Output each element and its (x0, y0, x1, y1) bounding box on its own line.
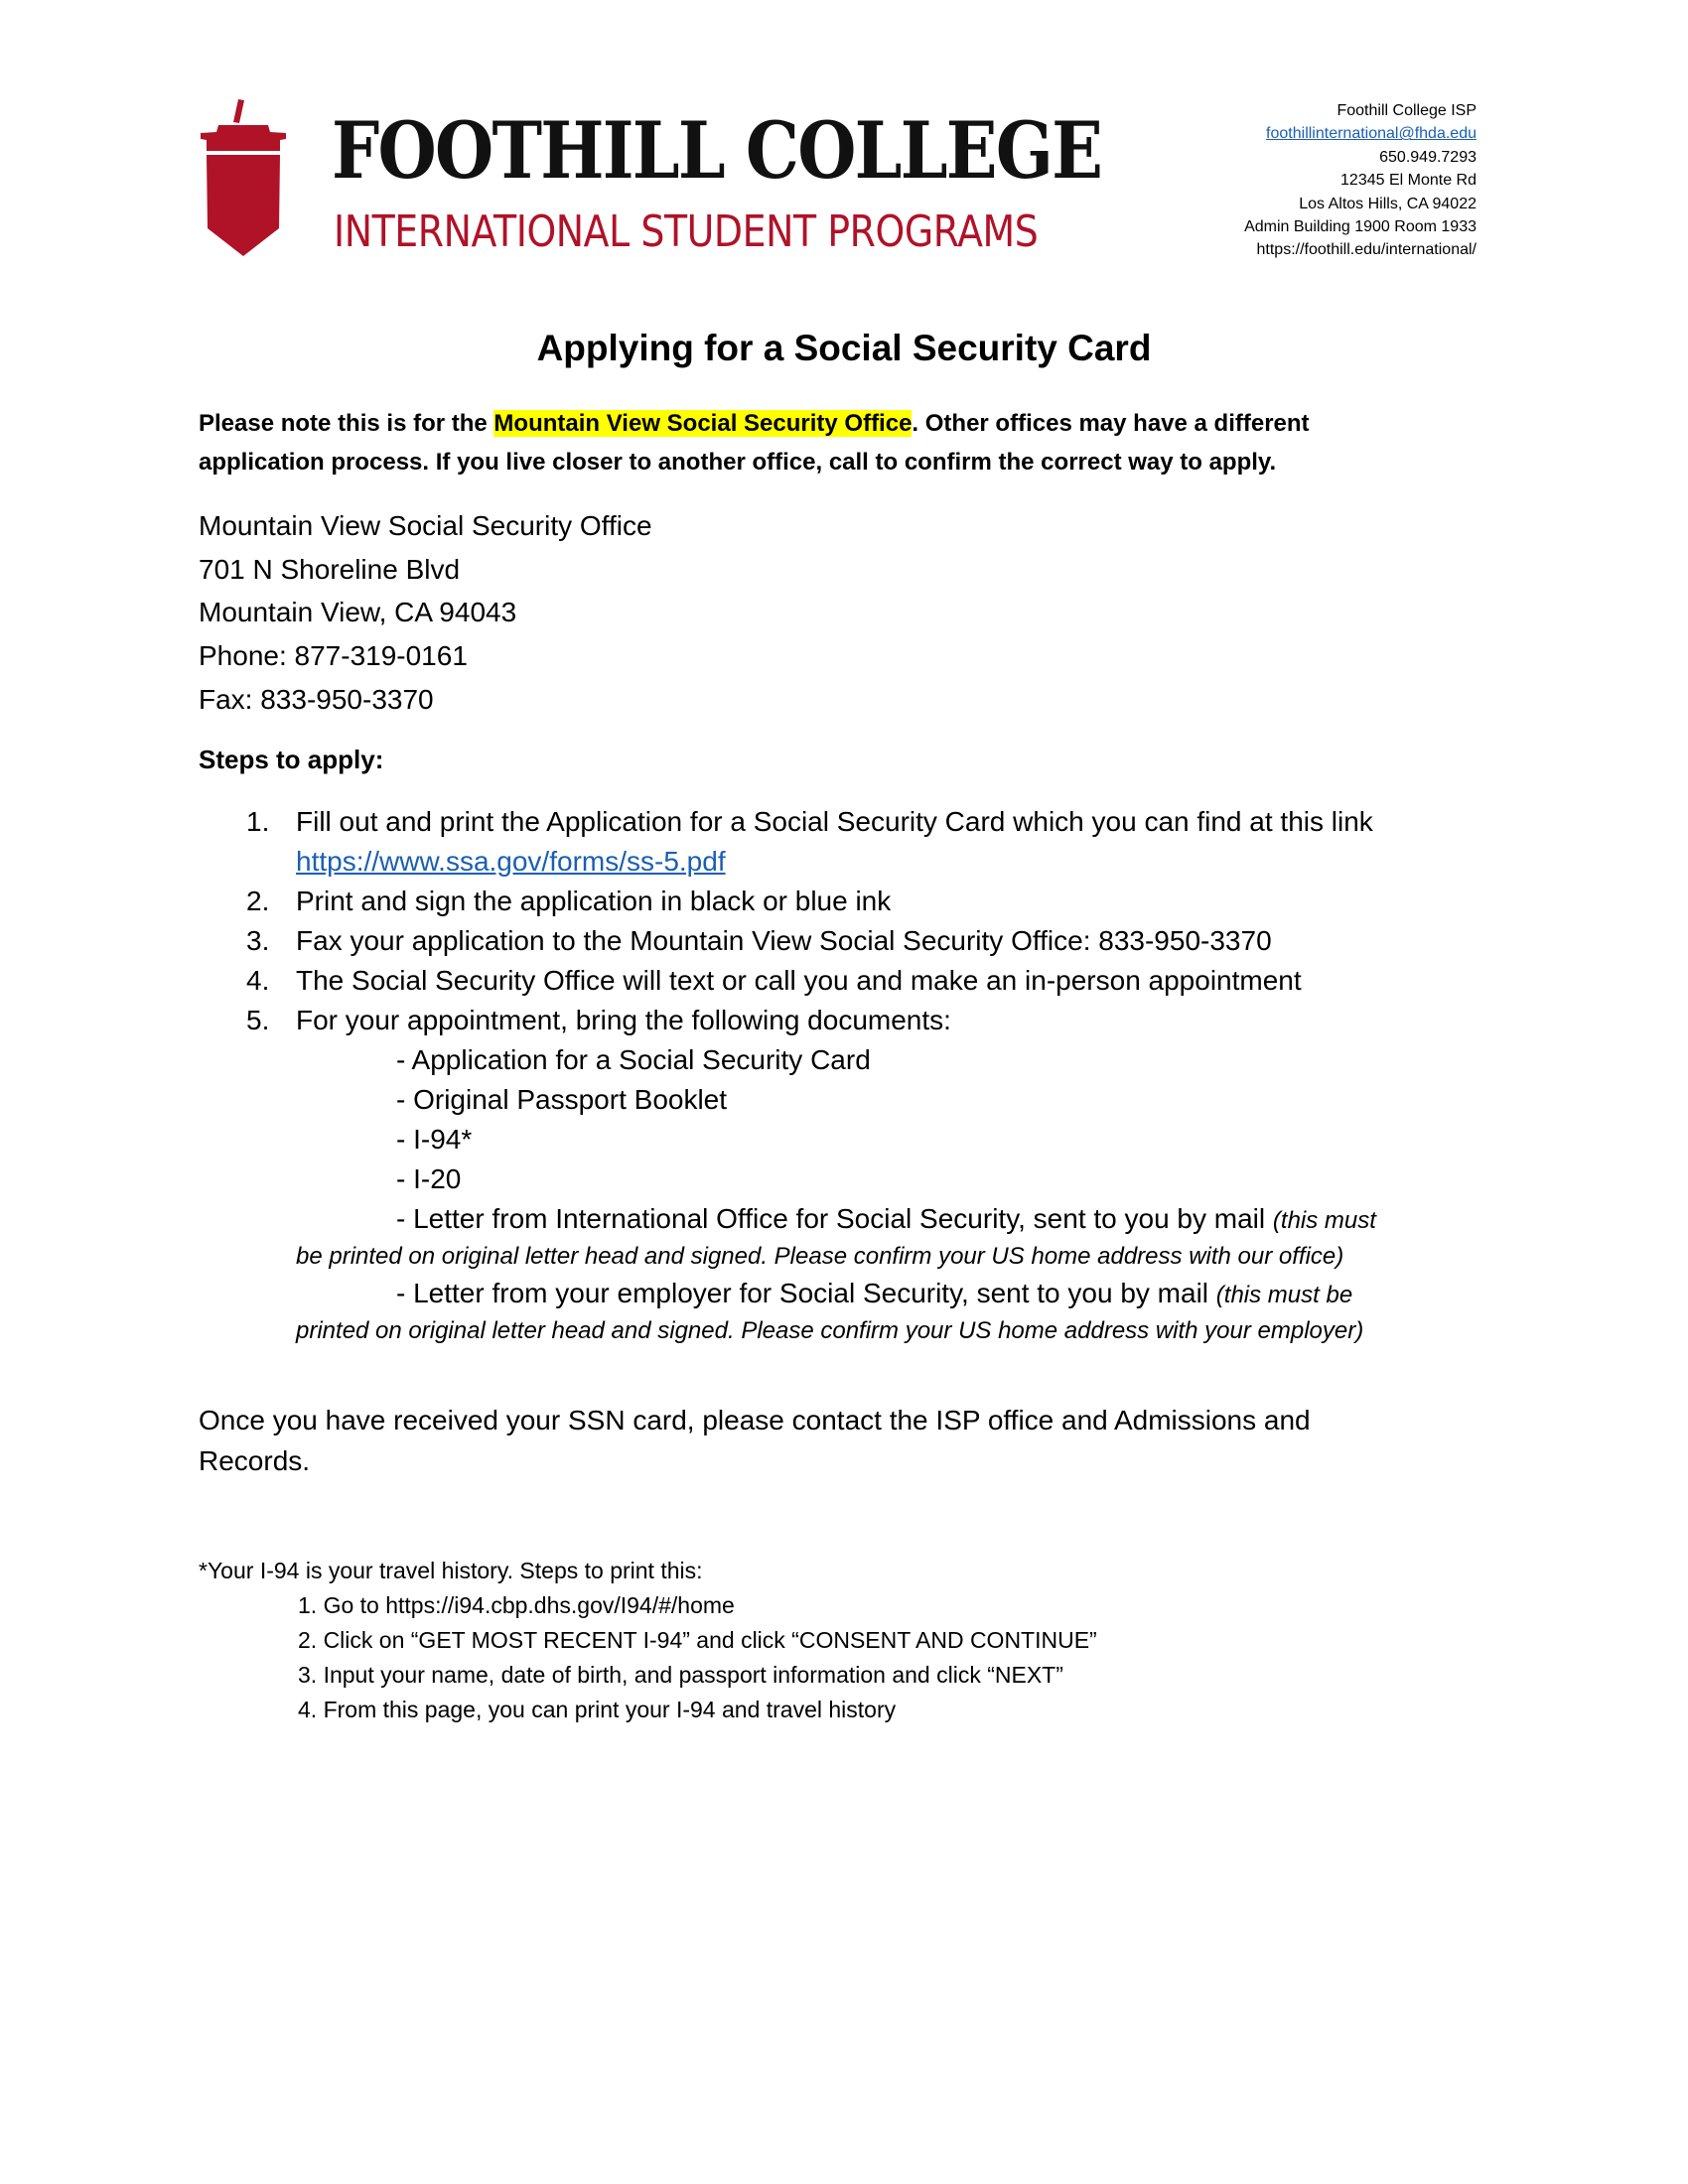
document-item: - Application for a Social Security Card (396, 1044, 871, 1075)
document-item: - I-94* (396, 1124, 473, 1155)
step-number: 4. (246, 965, 270, 996)
step-text: Print and sign the application in black or blue ink (296, 886, 892, 916)
contact-website: https://foothill.edu/international/ (1256, 241, 1477, 259)
office-name: Mountain View Social Security Office (199, 510, 652, 541)
contact-email-link[interactable]: foothillinternational@fhda.edu (1266, 125, 1477, 143)
office-city: Mountain View, CA 94043 (199, 597, 517, 628)
closing-line1: Once you have received your SSN card, please contact the ISP office and Admissions and (199, 1405, 1311, 1435)
step-text: Fax your application to the Mountain View Social Security Office: 833-950-3370 (296, 925, 1272, 956)
steps-heading: Steps to apply: (199, 745, 384, 774)
step-number: 2. (246, 886, 270, 916)
contact-phone: 650.949.7293 (1379, 148, 1477, 166)
note-prefix: Please note this is for the (199, 410, 494, 437)
office-street: 701 N Shoreline Blvd (199, 553, 461, 585)
document-note: (this must be (1215, 1282, 1353, 1308)
document-item (396, 1278, 1352, 1309)
document-note-wrap: be printed on original letter head and signed. Please confirm your US home address with our office) (296, 1243, 1344, 1270)
page-title: Applying for a Social Security Card (536, 328, 1152, 368)
contact-street: 12345 El Monte Rd (1340, 172, 1477, 190)
step-text: The Social Security Office will text or call you and make an in-person appointment (296, 965, 1302, 996)
footnote-step: 2. Click on “GET MOST RECENT I-94” and click “CONSENT AND CONTINUE” (298, 1627, 1097, 1653)
step-number: 3. (246, 925, 270, 956)
footnote-step: 1. Go to https://i94.cbp.dhs.gov/I94/#/home (298, 1592, 735, 1618)
contact-room: Admin Building 1900 Room 1933 (1244, 218, 1477, 236)
note-line2: application process. If you live closer to another office, call to confirm the correct way to apply. (199, 449, 1277, 476)
ss5-form-link[interactable]: https://www.ssa.gov/forms/ss-5.pdf (296, 846, 726, 877)
document-item: - Original Passport Booklet (396, 1084, 728, 1115)
footnote-step: 3. Input your name, date of birth, and passport information and click “NEXT” (298, 1662, 1063, 1688)
document-item: - I-20 (396, 1163, 462, 1194)
contact-name: Foothill College ISP (1336, 102, 1477, 119)
step-text: For your appointment, bring the following documents: (296, 1005, 951, 1035)
document-text: - Letter from your employer for Social Security, sent to you by mail (396, 1278, 1216, 1308)
document-item (396, 1203, 1376, 1235)
step-number: 5. (246, 1005, 270, 1035)
logo-title: FOOTHILL COLLEGE (332, 104, 1102, 197)
contact-block (1244, 99, 1477, 262)
contact-city: Los Altos Hills, CA 94022 (1299, 195, 1477, 212)
office-note (199, 404, 1489, 481)
document-text: - Letter from International Office for Social Security, sent to you by mail (396, 1203, 1273, 1234)
footnote-intro: *Your I-94 is your travel history. Steps to print this: (199, 1558, 703, 1583)
closing-paragraph (199, 1400, 1489, 1481)
closing-line2: Records. (199, 1445, 311, 1476)
note-highlight: Mountain View Social Security Office (493, 410, 913, 437)
office-address (199, 504, 652, 722)
logo-subtitle: INTERNATIONAL STUDENT PROGRAMS (334, 206, 1039, 257)
document-note: (this must (1272, 1207, 1376, 1234)
office-phone: Phone: 877-319-0161 (199, 640, 468, 672)
step-number: 1. (246, 806, 270, 837)
note-suffix: . Other offices may have a different (912, 410, 1310, 437)
step-text: Fill out and print the Application for a Social Security Card which you can find at this link (296, 806, 1373, 837)
footnote-step: 4. From this page, you can print your I-94 and travel history (298, 1697, 897, 1722)
office-fax: Fax: 833-950-3370 (199, 683, 434, 715)
acorn-logo-icon (199, 99, 288, 256)
document-note-wrap: printed on original letter head and signed. Please confirm your US home address with your employer) (296, 1317, 1364, 1344)
